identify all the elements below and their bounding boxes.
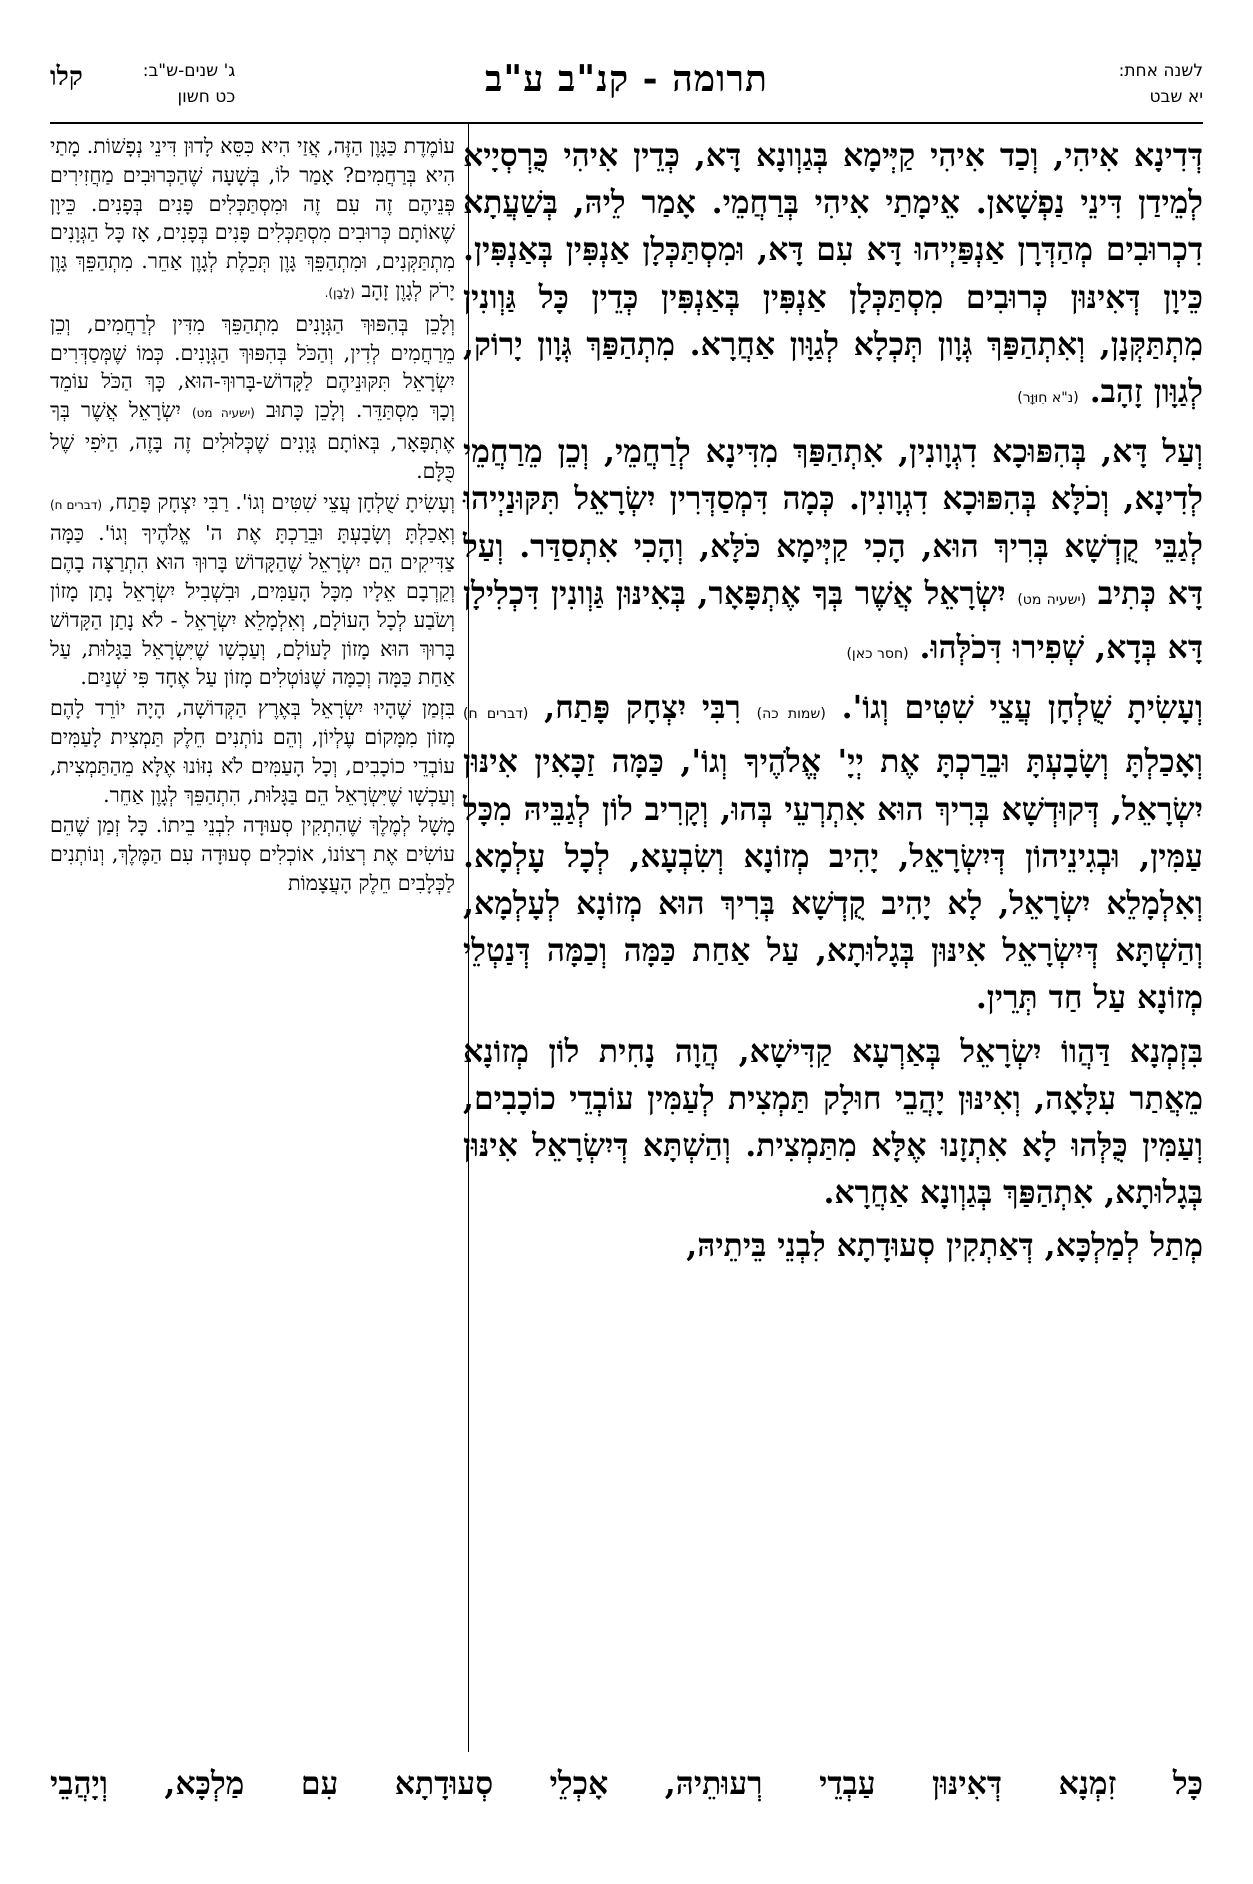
- main-paragraph: [463, 132, 1203, 422]
- schedule-label: לשנה אחת:: [1118, 61, 1203, 81]
- translation-paragraph: [50, 310, 455, 486]
- page-header: [50, 50, 1203, 120]
- source-reference: (ישעיה מט): [191, 406, 255, 421]
- main-text: וְעַל דָּא, בְּהִפּוּכָא דִגְוָונִין, אִתְהַפַּךְ מִדִּינָא לְרַחֲמֵי, וְכֵן מֵרַחֲמֵי לְדִינָא, וְכֹלָּא בְּהִפּוּכָא דִגְוָונִין. כְּמָה דִּמְסַדְּרִין יִשְׂרָאֵל תִּקּוּנַיְיהוּ לְגַבֵּי קֻדְשָׁא בְּרִיךְ הוּא, הָכִי קַיְּימָא כֹּלָּא, וְהָכִי אִתְסַדַּר. וְעַל דָּא כְּתִיב: [463, 433, 1204, 612]
- translation-text: מָשָׁל לְמֶלֶךְ שֶׁהִתְקִין סְעוּדָה לִבְנֵי בֵיתוֹ. כָּל זְמַן שֶׁהֵם עוֹשִׂים אֶת רְצוֹנוֹ, אוֹכְלִים סְעוּדָה עִם הַמֶּלֶךְ, וְנוֹתְנִים לַכְּלָבִים חֵלֶק הָעֲצָמוֹת: [50, 813, 455, 895]
- main-text: וְאָכַלְתָּ וְשָׂבָעְתָּ וּבֵרַכְתָּ אֶת יְיָ' אֱלֹהֶיךָ וְגוֹ', כַּמָּה זַכָּאִין אִינּוּן יִשְׂרָאֵל, דְּקוּדְשָׁא בְּרִיךְ הוּא אִתְרְעֵי בְּהוּ, וְקָרִיב לוֹן לְגַבֵּיהּ מִכָּל עַמִּין, וּבְגִינֵיהוֹן דְּיִשְׂרָאֵל, יָהִיב מְזוֹנָא וְשִׂבְעָא, לְכָל עָלְמָא. וְאִלְמָלֵא יִשְׂרָאֵל, לָא יָהִיב קֻדְשָׁא בְּרִיךְ הוּא מְזוֹנָא לְעָלְמָא, וְהַשְׁתָּא דְּיִשְׂרָאֵל אִינּוּן בְּגָלוּתָא, עַל אַחַת כַּמָּה וְכַמָּה דְּנַטְלֵי מְזוֹנָא עַל חַד תְּרֵין.: [463, 743, 1203, 1017]
- source-reference: (דברים ח): [463, 706, 529, 723]
- source-reference: (ישעיה מט): [1017, 591, 1087, 608]
- main-text: רִבִּי יִצְחָק פָּתַח,: [544, 689, 741, 727]
- variant-note: (נ"א חִוּוָּר): [1017, 390, 1079, 407]
- main-paragraph: [463, 1028, 1203, 1217]
- main-paragraph: [463, 1222, 1203, 1269]
- main-text-column: [463, 132, 1203, 1752]
- translation-text: בִּזְמַן שֶׁהָיוּ יִשְׂרָאֵל בְּאֶרֶץ הַקְּדוֹשָׁה, הָיָה יוֹרֵד לָהֶם מָזוֹן מִמָּקוֹם עֶלְיוֹן, וְהֵם נוֹתְנִים חֵלֶק תַּמְצִית לָעַמִּים עוֹבְדֵי כוֹכָבִים, וְכָל הָעַמִּים לֹא נִזּוֹנוּ אֶלָּא מֵהַתַּמְצִית, וְעַכְשָׁו שֶׁיִּשְׂרָאֵל הֵם בַּגָּלוּת, הִתְהַפֵּךְ לְגָוֶן אַחֵר.: [50, 696, 455, 807]
- translation-text: וְאָכַלְתָּ וְשָׂבָעְתָּ וּבֵרַכְתָּ אֶת ה' אֱלֹהֶיךָ וְגוֹ'. כַּמָּה צַדִּיקִים הֵם יִשְׂרָאֵל שֶׁהַקָּדוֹשׁ בָּרוּךְ הוּא הִתְרַצָּה בָהֶם וְקֵרְבָם אֵלָיו מִכָּל הָעַמִּים, וּבִשְׁבִיל יִשְׂרָאֵל נָתַן מָזוֹן וְשֹׂבַע לְכָל הָעוֹלָם, וְאִלְמָלֵא יִשְׂרָאֵל - לֹא נָתַן הַקָּדוֹשׁ בָּרוּךְ הוּא מָזוֹן לָעוֹלָם, וְעַכְשָׁו שֶׁיִּשְׂרָאֵל בַּגָּלוּת, עַל אַחַת כַּמָּה וְכַמָּה שֶׁנּוֹטְלִים מָזוֹן עַל אֶחָד פִּי שְׁנַיִם.: [50, 521, 455, 690]
- translation-text: וְעָשִׂיתָ שֻׁלְחָן עֲצֵי שִׁטִּים וְגוֹ'. רַבִּי יִצְחָק פָּתַח,: [108, 489, 455, 514]
- main-text: בִּזְמְנָא דַּהֲווֹ יִשְׂרָאֵל בְּאַרְעָא קַדִּישָׁא, הֲוָה נָחִית לוֹן מְזוֹנָא מֵאֲתַר עִלָּאָה, וְאִינּוּן יָהֲבֵי חוּלָק תַּמְצִית לְעַמִּין עוֹבְדֵי כוֹכָבִים, וְעַמִּין כֻּלְּהוּ לָא אִתְזָנוּ אֶלָּא מִתַּמְצִית. וְהַשְׁתָּא דְּיִשְׂרָאֵל אִינּוּן בְּגָלוּתָא, אִתְהַפַּךְ בְּגַוְונָא אַחֲרָא.: [463, 1032, 1203, 1212]
- translation-paragraph: [50, 811, 455, 897]
- header-left-block: [50, 58, 235, 110]
- translation-text: יִשְׂרָאֵל אֲשֶׁר בְּךָ אֶתְפָּאָר, בְּאוֹתָם גְּוָנִים שֶׁכְּלוּלִים זֶה בָּזֶה, הַיֹּפִי שֶׁל כֻּלָּם.: [50, 398, 455, 483]
- main-paragraph: [463, 684, 1203, 1021]
- main-text: מְתַל לְמַלְכָּא, דְּאַתְקִין סְעוּדָתָא לִבְנֵי בֵּיתֵיהּ,: [686, 1227, 1203, 1265]
- page-number: קלו: [50, 62, 83, 92]
- schedule-date: יא שבט: [1149, 87, 1203, 107]
- translation-paragraph: [50, 488, 455, 693]
- main-text: יִשְׂרָאֵל אֲשֶׁר בְּךָ אֶתְפָּאָר, בְּאִינּוּן גַּוְונִין דִּכְלִילָן דָּא בְּדָא, שְׁפִירוּ דִּכֹלְּהוּ.: [463, 574, 1203, 667]
- schedule-label: ג' שנים-ש"ב:: [142, 61, 236, 81]
- source-reference: (חסר כאן): [846, 646, 909, 663]
- translation-paragraph: [50, 132, 455, 308]
- header-rule: [50, 122, 1203, 124]
- schedule-date: כט חשון: [177, 87, 236, 107]
- header-schedule-three-years: [143, 58, 236, 110]
- translation-text: וְלָכֵן בְּהִפּוּךְ הַגְּוָנִים מִתְהַפֵּךְ מִדִּין לְרַחֲמִים, וְכֵן מֵרַחֲמִים לְדִין, וְהַכֹּל בְּהִפּוּךְ הַגְּוָנִים. כְּמוֹ שֶׁמְּסַדְּרִים יִשְׂרָאֵל תִּקּוּנֵיהֶם לַקָּדוֹשׁ-בָּרוּךְ-הוּא, כָּךְ הַכֹּל עוֹמֵד וְכָךְ מִסְתַּדֵּר. וְלָכֵן כָּתוּב: [50, 311, 455, 423]
- translation-column: [50, 132, 455, 1752]
- page-title: תרומה - קנ"ב ע"ב: [485, 58, 768, 100]
- translation-text: עוֹמֶדֶת כַּגָּוֶן הַזֶּה, אֲזַי הִיא כִּסֵּא לָדוּן דִּינֵי נְפָשׁוֹת. מָתַי הִיא בְּרַחֲמִים? אָמַר לוֹ, בְּשָׁעָה שֶׁהַכְּרוּבִים מַחֲזִירִים פְּנֵיהֶם זֶה עִם זֶה וּמִסְתַּכְּלִים פָּנִים בְּפָנִים. כֵּיוָן שֶׁאוֹתָם כְּרוּבִים מִסְתַּכְּלִים פָּנִים בְּפָנִים, אָז כָּל הַגְּוָנִים מִתְתַּקְּנִים, וּמִתְהַפֵּךְ גָּוֶן תְּכֵלֶת לְגָוֶן אַחֵר. מִתְהַפֵּךְ גָּוֶן יָרֹק לְגָוֶן זָהָב: [50, 134, 455, 302]
- variant-note: (לָבָן).: [324, 285, 355, 300]
- main-text: דְּדִינָא אִיהִי, וְכַד אִיהִי קַיְּימָא בְּגַוְונָא דָּא, כְּדֵין אִיהִי כֻּרְסְיָיא לְמֵידַן דִּינֵי נַפְשָׁאן. אֵימָתַי אִיהִי בְּרַחֲמֵי. אָמַר לֵיהּ, בְּשַׁעֲתָא דִכְרוּבִים מְהַדְּרָן אַנְפַּיְיהוּ דָּא עִם דָּא, וּמִסְתַּכְּלָן אַנְפִּין בְּאַנְפִּין. כֵּיוָן דְּאִינּוּן כְּרוּבִים מִסְתַּכְּלָן אַנְפִּין בְּאַנְפִּין כְּדֵין כָּל גַּוְונִין מִתְתַּקְּנָן, וְאִתְהַפַּךְ גְּוָון תְּכְלָא לְגַוָּון אַחֲרָא. מִתְהַפַּךְ גְּוָון יָרוֹק, לְגַוָּון זָהָב.: [463, 137, 1203, 411]
- source-reference: (שמות כה): [756, 706, 826, 723]
- translation-paragraph: [50, 694, 455, 809]
- footer-line: כָּל זִמְנָא דְּאִינּוּן עַבְדֵי רְעוּתֵיהּ, אָכְלֵי סְעוּדָתָא עִם מַלְכָּא, וְיָהֲבֵי: [50, 1765, 1203, 1802]
- main-paragraph: [463, 428, 1203, 678]
- source-reference: (דברים ח): [50, 497, 103, 512]
- main-text: וְעָשִׂיתָ שֻׁלְחָן עֲצֵי שִׁטִּים וְגוֹ'.: [841, 689, 1204, 727]
